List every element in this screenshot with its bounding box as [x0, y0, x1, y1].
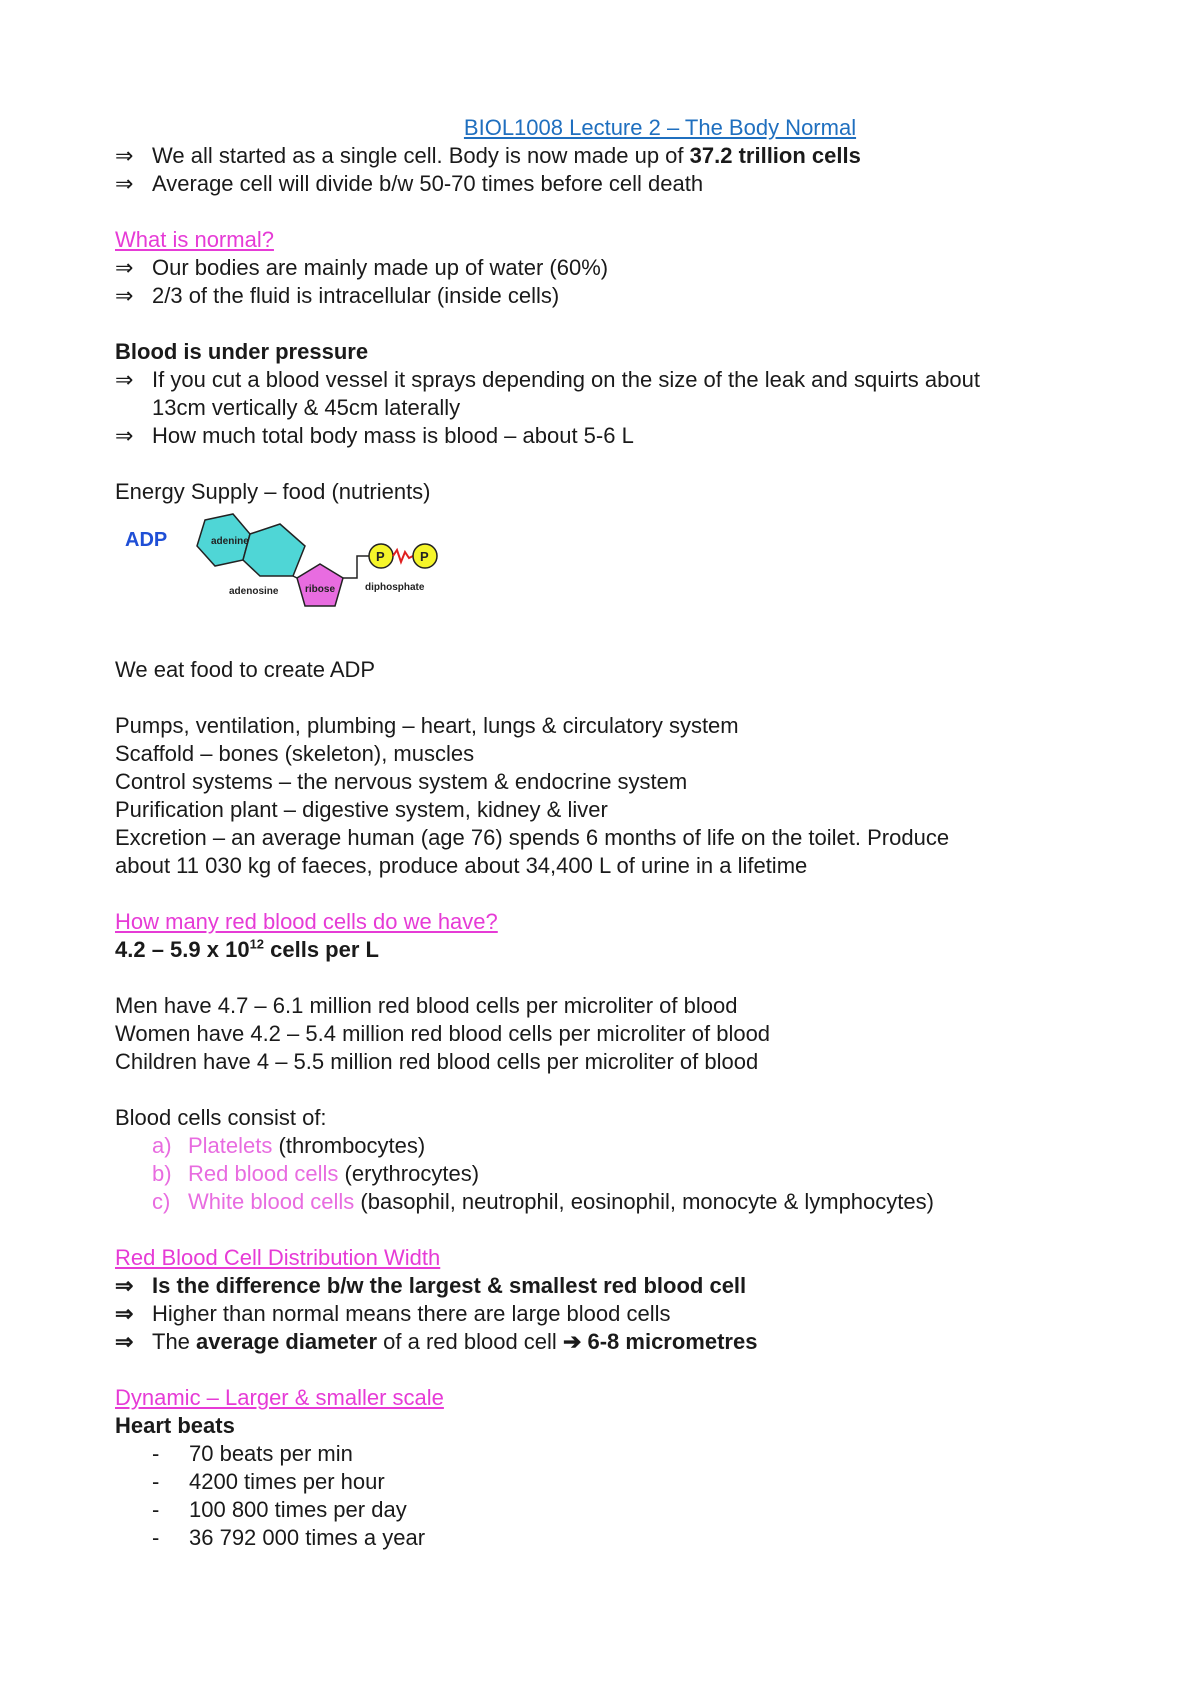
- high-energy-bond: [393, 550, 413, 562]
- dash-bullet: -: [152, 1441, 160, 1466]
- system-line: Control systems – the nervous system & endocrine system: [115, 769, 688, 794]
- cell-type-item: a) Platelets (thrombocytes): [152, 1133, 426, 1158]
- rbc-formula: 4.2 – 5.9 x $10^{12}$ cells per L: [115, 936, 379, 962]
- diphosphate-label: diphosphate: [365, 582, 425, 593]
- arrow-icon: ⇒: [115, 1329, 134, 1354]
- system-line: Purification plant – digestive system, kidney & liver: [115, 797, 608, 822]
- arrow-icon: ⇒: [115, 143, 134, 168]
- rbc-count-line: Children have 4 – 5.5 million red blood cells per microliter of blood: [115, 1049, 759, 1074]
- phosphate-link: [343, 556, 369, 578]
- system-line: Excretion – an average human (age 76) spends 6 months of life on the toilet. Produce: [115, 825, 950, 850]
- intro-item: ⇒ We all started as a single cell. Body is now made up of 37.2 trillion cells: [115, 143, 861, 168]
- list-item: ⇒ The average diameter of a red blood cell ➔ 6-8 micrometres: [115, 1329, 758, 1354]
- rbc-count-line: Men have 4.7 – 6.1 million red blood cells per microliter of blood: [115, 993, 738, 1018]
- right-arrow-icon: ➔: [562, 1329, 582, 1354]
- rbc-count-line: Women have 4.2 – 5.4 million red blood cells per microliter of blood: [115, 1021, 771, 1046]
- consist-line: Blood cells consist of:: [115, 1105, 327, 1130]
- section-heading-rbc: How many red blood cells do we have?: [115, 909, 498, 934]
- arrow-icon: ⇒: [115, 1301, 134, 1326]
- list-item: ⇒ If you cut a blood vessel it sprays depending on the size of the leak and squirts about: [115, 367, 980, 392]
- section-heading-rdw: Red Blood Cell Distribution Width: [115, 1245, 441, 1270]
- list-item: ⇒ Is the difference b/w the largest & smallest red blood cell: [115, 1273, 747, 1298]
- system-line: about 11 030 kg of faeces, produce about 34,400 L of urine in a lifetime: [115, 853, 808, 878]
- adp-label: ADP: [125, 529, 168, 551]
- page-title: BIOL1008 Lecture 2 – The Body Normal: [463, 115, 857, 140]
- list-item: ⇒ Higher than normal means there are large blood cells: [115, 1301, 671, 1326]
- adenine-pentagon: [243, 524, 305, 576]
- subheading-heart-beats: Heart beats: [115, 1413, 235, 1438]
- document-content: [115, 114, 1115, 1552]
- system-line: Scaffold – bones (skeleton), muscles: [115, 741, 475, 766]
- arrow-icon: ⇒: [115, 1273, 134, 1298]
- cell-type-item: c) White blood cells (basophil, neutrophil, eosinophil, monocyte & lymphocytes): [152, 1189, 934, 1214]
- adp-diagram: [115, 506, 1115, 656]
- phosphate-label-2: P: [420, 549, 429, 564]
- section-heading-normal: What is normal?: [115, 227, 274, 252]
- list-item: - 70 beats per min: [115, 1440, 1115, 1468]
- adenine-label: adenine: [211, 536, 249, 547]
- arrow-icon: ⇒: [115, 171, 134, 196]
- arrow-icon: ⇒: [115, 283, 134, 308]
- list-item: - 36 792 000 times a year: [115, 1524, 1115, 1552]
- list-item: ⇒ How much total body mass is blood – about 5-6 L: [115, 423, 634, 448]
- ribose-label: ribose: [305, 584, 336, 595]
- section-heading-dynamic: Dynamic – Larger & smaller scale: [115, 1385, 444, 1410]
- dash-bullet: -: [152, 1497, 160, 1522]
- list-item: ⇒ 2/3 of the fluid is intracellular (inside cells): [115, 283, 560, 308]
- list-item: ⇒ Our bodies are mainly made up of water (60%): [115, 255, 609, 280]
- list-item: - 100 800 times per day: [115, 1496, 1115, 1524]
- arrow-icon: ⇒: [115, 423, 134, 448]
- cell-type-item: b) Red blood cells (erythrocytes): [152, 1161, 480, 1186]
- intro-item: ⇒ Average cell will divide b/w 50-70 times before cell death: [115, 171, 704, 196]
- list-item: - 4200 times per hour: [115, 1468, 1115, 1496]
- arrow-icon: ⇒: [115, 367, 134, 392]
- adp-molecule-svg: [125, 510, 445, 630]
- section-heading-energy: Energy Supply – food (nutrients): [115, 479, 431, 504]
- adenosine-label: adenosine: [229, 586, 279, 597]
- system-line: Pumps, ventilation, plumbing – heart, lungs & circulatory system: [115, 713, 739, 738]
- arrow-icon: ⇒: [115, 255, 134, 280]
- list-item-continued: 13cm vertically & 45cm laterally: [152, 395, 461, 420]
- section-heading-pressure: Blood is under pressure: [115, 339, 369, 364]
- dash-bullet: -: [152, 1469, 160, 1494]
- dash-bullet: -: [152, 1525, 160, 1550]
- phosphate-label-1: P: [376, 549, 385, 564]
- adp-note: We eat food to create ADP: [115, 657, 376, 682]
